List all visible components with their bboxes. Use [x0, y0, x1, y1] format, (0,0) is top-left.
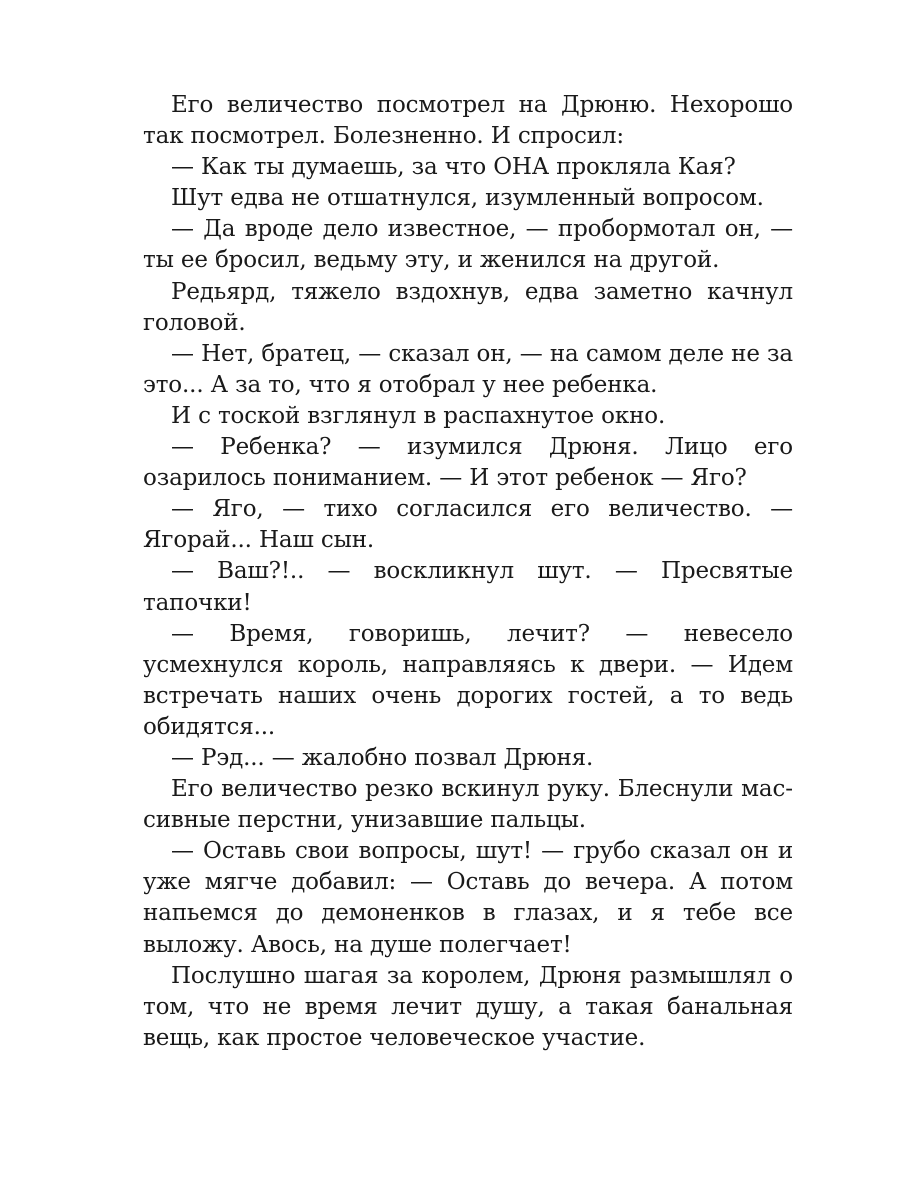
page-text [143, 90, 793, 1054]
paragraph: — Рэд... — жалобно позвал Дрюня. [171, 744, 594, 771]
paragraph: Шут едва не отшатнулся, изумленный вопросом. [171, 185, 764, 212]
paragraph: — Ребенка? — изумился Дрюня. Лицо его озарилось пониманием. — И этот ребенок — Яго? [143, 434, 793, 492]
paragraph: — Оставь свои вопросы, шут! — грубо сказал он и уже мягче добавил: — Оставь до вечера. А потом напьемся до демоненков в глазах, и я тебе все выложу. Авось, на душе полегчает! [143, 838, 793, 958]
paragraph: Послушно шагая за королем, Дрюня размышлял о том, что не время лечит душу, а такая банальная вещь, как простое человеческое участие. [143, 962, 793, 1051]
paragraph: И с тоской взглянул в распахнутое окно. [171, 402, 666, 429]
paragraph: Его величество посмотрел на Дрюню. Нехорошо так посмотрел. Болезненно. И спросил: [143, 92, 793, 150]
paragraph: Редьярд, тяжело вздохнув, едва заметно качнул головой. [143, 278, 793, 336]
paragraph: — Нет, братец, — сказал он, — на самом деле не за это... А за то, что я отобрал у нее ребенка. [143, 340, 793, 398]
paragraph: — Время, говоришь, лечит? — невесело усмехнулся король, направляясь к двери. — Идем встречать наших очень дорогих гостей, а то ведь обидятся... [143, 620, 793, 740]
paragraph: — Ваш?!.. — воскликнул шут. — Пресвятые тапочки! [143, 558, 793, 616]
paragraph: — Яго, — тихо согласился его величество. — Ягорай... Наш сын. [143, 496, 793, 554]
paragraph: Его величество резко вскинул руку. Блеснули массивные перстни, унизавшие пальцы. [143, 776, 793, 834]
paragraph: — Как ты думаешь, за что ОНА прокляла Кая? [171, 154, 736, 181]
paragraph: — Да вроде дело известное, — пробормотал он, — ты ее бросил, ведьму эту, и женился на другой. [143, 216, 793, 274]
